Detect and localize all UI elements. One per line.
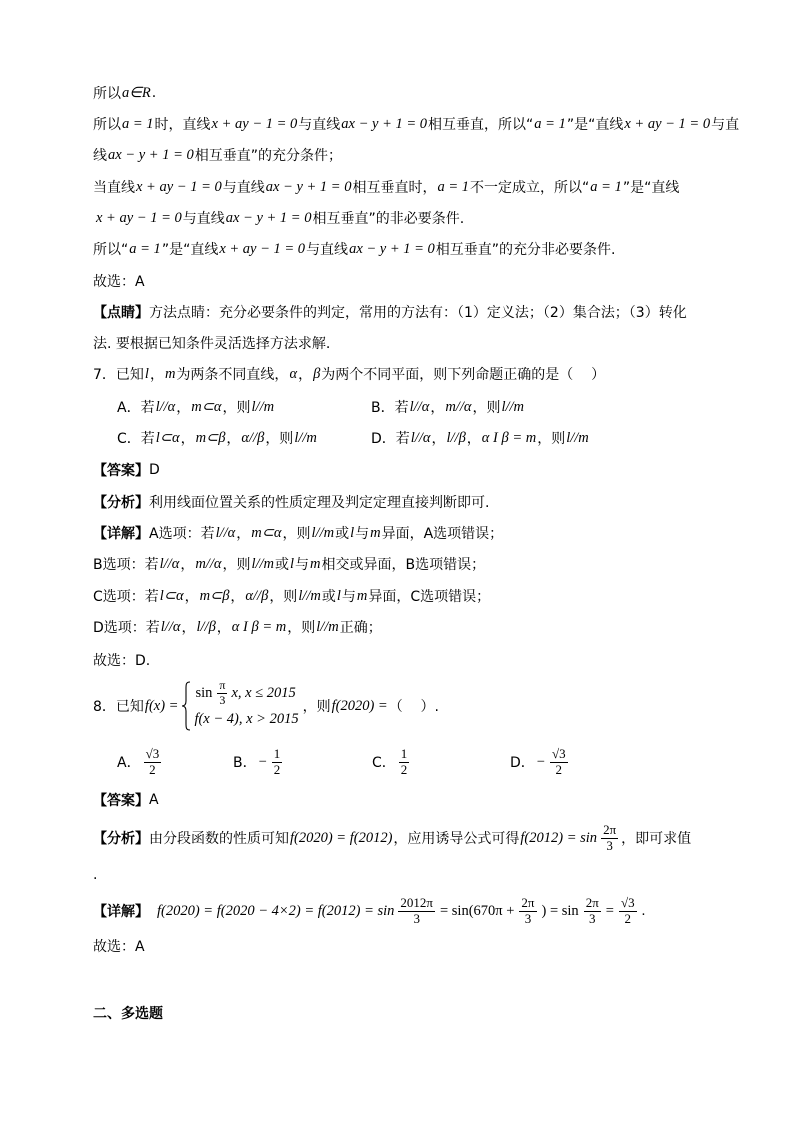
- text-run: ，: [184, 589, 199, 605]
- solution-line: [93, 114, 739, 134]
- analysis-tag: 【分析】: [93, 495, 149, 511]
- text-run: ，: [149, 367, 164, 383]
- text-run: ，: [180, 557, 195, 573]
- text-run: 异面，C选项错误；: [368, 589, 491, 605]
- math-expression: = sin(670π +: [439, 902, 515, 919]
- text-run: ，则: [287, 620, 316, 636]
- math-function: sin: [195, 684, 213, 701]
- math-expression: f(x) =: [144, 697, 179, 714]
- option-label: D．若: [371, 431, 410, 447]
- text-run: 故选：A: [93, 274, 145, 290]
- math-expression: l//α: [409, 398, 430, 415]
- text-run: 相互垂直，所以“: [428, 117, 534, 133]
- text-run: ，: [466, 431, 481, 447]
- text-run: （ ）.: [388, 699, 439, 715]
- math-expression: l: [350, 524, 355, 541]
- text-run: 所以: [93, 117, 121, 133]
- fraction: [550, 747, 568, 778]
- math-expression: m: [164, 365, 176, 382]
- fraction: [398, 896, 435, 927]
- text-run: ”是“直线: [622, 180, 680, 196]
- analysis-line: [93, 818, 691, 858]
- fraction-numerator: √3: [620, 894, 635, 910]
- final-choice: [93, 936, 145, 956]
- text-run: ”是“直线: [161, 242, 219, 258]
- text-run: ，: [230, 589, 245, 605]
- fraction-numerator: 1: [273, 745, 281, 761]
- tip-line: [93, 302, 687, 322]
- math-expression: x + ay − 1 = 0: [96, 209, 182, 226]
- solution-line: [93, 145, 342, 165]
- math-expression: l//α: [215, 524, 236, 541]
- text-run: 法. 要根据已知条件灵活选择方法求解.: [93, 336, 331, 352]
- fraction: [144, 747, 162, 778]
- option-label: D．: [510, 755, 535, 771]
- fraction-denominator: 3: [413, 910, 420, 926]
- math-expression: a = 1: [534, 115, 566, 132]
- text-run: .: [151, 85, 157, 101]
- answer-value: D: [149, 462, 160, 478]
- math-expression: l: [336, 587, 341, 604]
- fraction: [601, 823, 618, 854]
- text-run: ，: [180, 431, 195, 447]
- text-run: 故选：D.: [93, 653, 151, 669]
- minus-sign: −: [258, 753, 267, 770]
- text-run: 所以: [93, 86, 121, 102]
- fraction: [619, 896, 637, 927]
- math-expression: m: [370, 524, 381, 541]
- fraction-numerator: 2π: [585, 894, 599, 910]
- text-run: 相互垂直”的非必要条件.: [312, 211, 465, 227]
- math-expression: f(2020) = f(2012): [290, 829, 393, 846]
- math-expression: l//m: [566, 429, 589, 446]
- text-run: ，: [430, 400, 445, 416]
- fraction: [519, 896, 536, 927]
- text-run: 相互垂直”的充分条件；: [194, 148, 342, 164]
- text-run: 为两个不同平面，则下列命题正确的是（ ）: [321, 367, 606, 383]
- math-expression: l: [144, 365, 149, 382]
- question-8-stem: [93, 677, 439, 732]
- math-expression: f(2012) = sin: [520, 829, 598, 846]
- fraction: [217, 679, 227, 708]
- fraction-denominator: 2: [149, 761, 156, 777]
- fraction-denominator: 3: [524, 910, 532, 926]
- detail-line: [93, 617, 382, 637]
- text-run: 相互垂直时，: [352, 180, 437, 196]
- math-expression: x + ay − 1 = 0: [219, 240, 306, 257]
- text-run: 相互垂直”的充分非必要条件.: [435, 242, 616, 258]
- math-expression: x + ay − 1 = 0: [624, 115, 711, 132]
- text-run: ，则: [472, 400, 501, 416]
- text-run: 或: [321, 589, 336, 605]
- text-run: 与: [295, 557, 310, 573]
- math-expression: m//α: [445, 398, 472, 415]
- text-run: ，: [176, 400, 191, 416]
- answer-line: [93, 790, 159, 810]
- text-run: ，: [226, 431, 241, 447]
- math-expression: l⊂α: [155, 429, 180, 446]
- text-run: 由分段函数的性质可知: [149, 831, 289, 847]
- final-choice: [93, 271, 145, 291]
- analysis-tag: 【分析】: [93, 831, 149, 847]
- text-run: 与直线: [298, 117, 341, 133]
- question-7-stem: [93, 364, 605, 384]
- math-expression: l//m: [251, 398, 275, 415]
- option-a: [117, 742, 164, 782]
- text-run: 8．已知: [93, 699, 144, 715]
- text-run: ，则: [302, 699, 331, 715]
- math-expression: α//β: [241, 429, 265, 446]
- detail-line: [93, 523, 503, 543]
- section-title: 二、多选题: [93, 1006, 163, 1022]
- math-expression: l//β: [446, 429, 466, 446]
- text-run: ，: [298, 367, 313, 383]
- text-run: 方法点睛：充分必要条件的判定，常用的方法有：（1）定义法；（2）集合法；（3）转化: [149, 305, 687, 321]
- math-expression: l//m: [501, 398, 525, 415]
- math-expression: ) = sin: [541, 902, 579, 919]
- text-run: 为两条不同直线，: [176, 367, 289, 383]
- option-a: [117, 397, 275, 417]
- fraction-denominator: 2: [273, 761, 281, 777]
- option-label: B．若: [371, 400, 409, 416]
- text-run: ，即可求值: [621, 831, 692, 847]
- math-expression: α//β: [245, 587, 269, 604]
- text-run: 利用线面位置关系的性质定理及判定定理直接判断即可.: [149, 495, 490, 511]
- math-expression: f(x − 4), x > 2015: [194, 710, 299, 727]
- math-expression: α I β = m: [481, 429, 537, 446]
- math-expression: a = 1: [590, 178, 622, 195]
- detail-line: [93, 891, 647, 931]
- fraction: [399, 747, 410, 778]
- tip-tag: 【点睛】: [93, 305, 149, 321]
- text-run: ，: [431, 431, 446, 447]
- text-run: 异面，A选项错误；: [381, 526, 504, 542]
- piecewise-function: [181, 677, 299, 731]
- math-expression: =: [605, 902, 614, 919]
- math-expression: m: [356, 587, 368, 604]
- fraction: [272, 747, 283, 778]
- option-label: C．: [372, 755, 396, 771]
- fraction-denominator: 2: [624, 910, 632, 926]
- math-expression: x + ay − 1 = 0: [211, 115, 298, 132]
- math-expression: α I β = m: [231, 618, 287, 635]
- text-run: ，则: [265, 431, 294, 447]
- text-run: 所以“: [93, 242, 129, 258]
- analysis-line: [93, 492, 489, 512]
- math-expression: a = 1: [122, 115, 154, 132]
- text-run: 时，直线: [154, 117, 211, 133]
- answer-tag: 【答案】: [93, 463, 149, 479]
- piecewise-case-1: [193, 677, 299, 707]
- detail-line: [93, 554, 485, 574]
- text-run: C选项：若: [93, 589, 159, 605]
- fraction-numerator: 2π: [603, 821, 617, 837]
- text-run: 与: [341, 589, 356, 605]
- minus-sign: −: [536, 753, 545, 770]
- math-expression: x + ay − 1 = 0: [136, 178, 222, 195]
- fraction-numerator: 2π: [521, 894, 535, 910]
- option-d: [371, 428, 590, 448]
- fraction-denominator: 3: [588, 910, 596, 926]
- text-run: ，: [216, 620, 231, 636]
- math-expression: a = 1: [129, 240, 161, 257]
- math-expression: f(2020) =: [331, 697, 388, 714]
- math-expression: ax − y + 1 = 0: [341, 115, 428, 132]
- math-expression: l⊂α: [159, 587, 184, 604]
- math-expression: β: [313, 365, 321, 382]
- answer-value: A: [149, 792, 159, 808]
- math-expression: l//m: [311, 524, 335, 541]
- text-run: B选项：若: [93, 557, 159, 573]
- math-expression: l//m: [298, 587, 321, 604]
- math-expression: l//α: [155, 398, 176, 415]
- option-label: A．若: [117, 400, 155, 416]
- text-run: 不一定成立，所以“: [470, 180, 590, 196]
- math-expression: ax − y + 1 = 0: [265, 178, 352, 195]
- text-run: 与直线: [222, 180, 265, 196]
- option-b: [233, 742, 285, 782]
- math-expression: l//β: [196, 618, 216, 635]
- math-expression: a = 1: [437, 178, 470, 195]
- text-run: 或: [335, 526, 350, 542]
- detail-tag: 【详解】: [93, 904, 149, 920]
- text-run: 线: [93, 148, 107, 164]
- math-expression: m//α: [195, 555, 222, 572]
- math-expression: ax − y + 1 = 0: [225, 209, 312, 226]
- text-run: ，: [236, 526, 251, 542]
- analysis-line-end: [93, 865, 97, 885]
- text-run: D选项：若: [93, 620, 160, 636]
- fraction: [584, 896, 601, 927]
- fraction-denominator: 2: [400, 761, 408, 777]
- option-label: C．若: [117, 431, 155, 447]
- math-expression: l//α: [160, 618, 181, 635]
- answer-tag: 【答案】: [93, 793, 149, 809]
- text-run: ，则: [282, 526, 311, 542]
- solution-line: [95, 208, 464, 228]
- text-run: ，则: [222, 400, 251, 416]
- text-run: 与直: [711, 117, 740, 133]
- solution-line: [93, 83, 156, 103]
- math-expression: a∈R: [122, 84, 151, 101]
- text-run: 与: [355, 526, 370, 542]
- math-expression: l//α: [159, 555, 180, 572]
- fraction-denominator: 3: [606, 837, 613, 853]
- text-run: 与直线: [182, 211, 225, 227]
- math-expression: l//α: [410, 429, 431, 446]
- math-expression: x, x ≤ 2015: [231, 684, 296, 701]
- math-expression: m⊂α: [251, 524, 282, 541]
- text-run: ”是“直线: [566, 117, 624, 133]
- text-run: ，: [181, 620, 196, 636]
- final-choice: [93, 650, 150, 670]
- math-expression: m: [310, 555, 321, 572]
- text-run: 相交或异面，B选项错误；: [321, 557, 486, 573]
- tip-line: [93, 333, 330, 353]
- text-run: ，则: [537, 431, 566, 447]
- math-expression: ax − y + 1 = 0: [108, 146, 194, 163]
- math-expression: m⊂β: [199, 587, 230, 604]
- math-expression: .: [641, 902, 646, 919]
- math-expression: l//m: [316, 618, 339, 635]
- fraction-numerator: √3: [145, 745, 160, 761]
- fraction-numerator: √3: [551, 745, 566, 761]
- math-expression: m⊂α: [191, 398, 222, 415]
- solution-line: [93, 177, 679, 197]
- text-run: 当直线: [93, 180, 135, 196]
- math-expression: ax − y + 1 = 0: [349, 240, 435, 257]
- text-run: ，则: [269, 589, 298, 605]
- option-label: B．: [233, 755, 257, 771]
- fraction-numerator: π: [219, 677, 226, 692]
- option-b: [371, 397, 525, 417]
- math-expression: f(2020) = f(2020 − 4×2) = f(2012) = sin: [157, 902, 395, 919]
- detail-tag: 【详解】: [93, 526, 149, 542]
- text-run: 7．已知: [93, 367, 144, 383]
- piecewise-cases: [193, 677, 299, 731]
- solution-line: [93, 239, 616, 259]
- text-run: 正确；: [339, 620, 382, 636]
- text-run: .: [93, 867, 98, 883]
- fraction-denominator: 3: [219, 692, 226, 707]
- option-d: [510, 742, 571, 782]
- text-run: 或: [275, 557, 290, 573]
- math-expression: l: [290, 555, 295, 572]
- left-brace: [181, 681, 191, 731]
- math-expression: α: [289, 365, 298, 382]
- text-run: ，则: [222, 557, 251, 573]
- piecewise-case-2: [193, 707, 299, 731]
- math-expression: m⊂β: [195, 429, 226, 446]
- option-c: [372, 742, 412, 782]
- fraction-denominator: 2: [555, 761, 563, 777]
- math-expression: l//m: [294, 429, 317, 446]
- text-run: A选项：若: [149, 526, 215, 542]
- text-run: 与直线: [306, 242, 349, 258]
- option-label: A．: [117, 755, 141, 771]
- detail-line: [93, 586, 490, 606]
- fraction-numerator: 1: [400, 745, 408, 761]
- math-expression: l//m: [251, 555, 275, 572]
- text-run: 故选：A: [93, 939, 145, 955]
- answer-line: [93, 460, 160, 480]
- option-c: [117, 428, 318, 448]
- fraction-numerator: 2012π: [400, 894, 433, 910]
- text-run: ，应用诱导公式可得: [393, 831, 520, 847]
- section-heading: [93, 1003, 163, 1023]
